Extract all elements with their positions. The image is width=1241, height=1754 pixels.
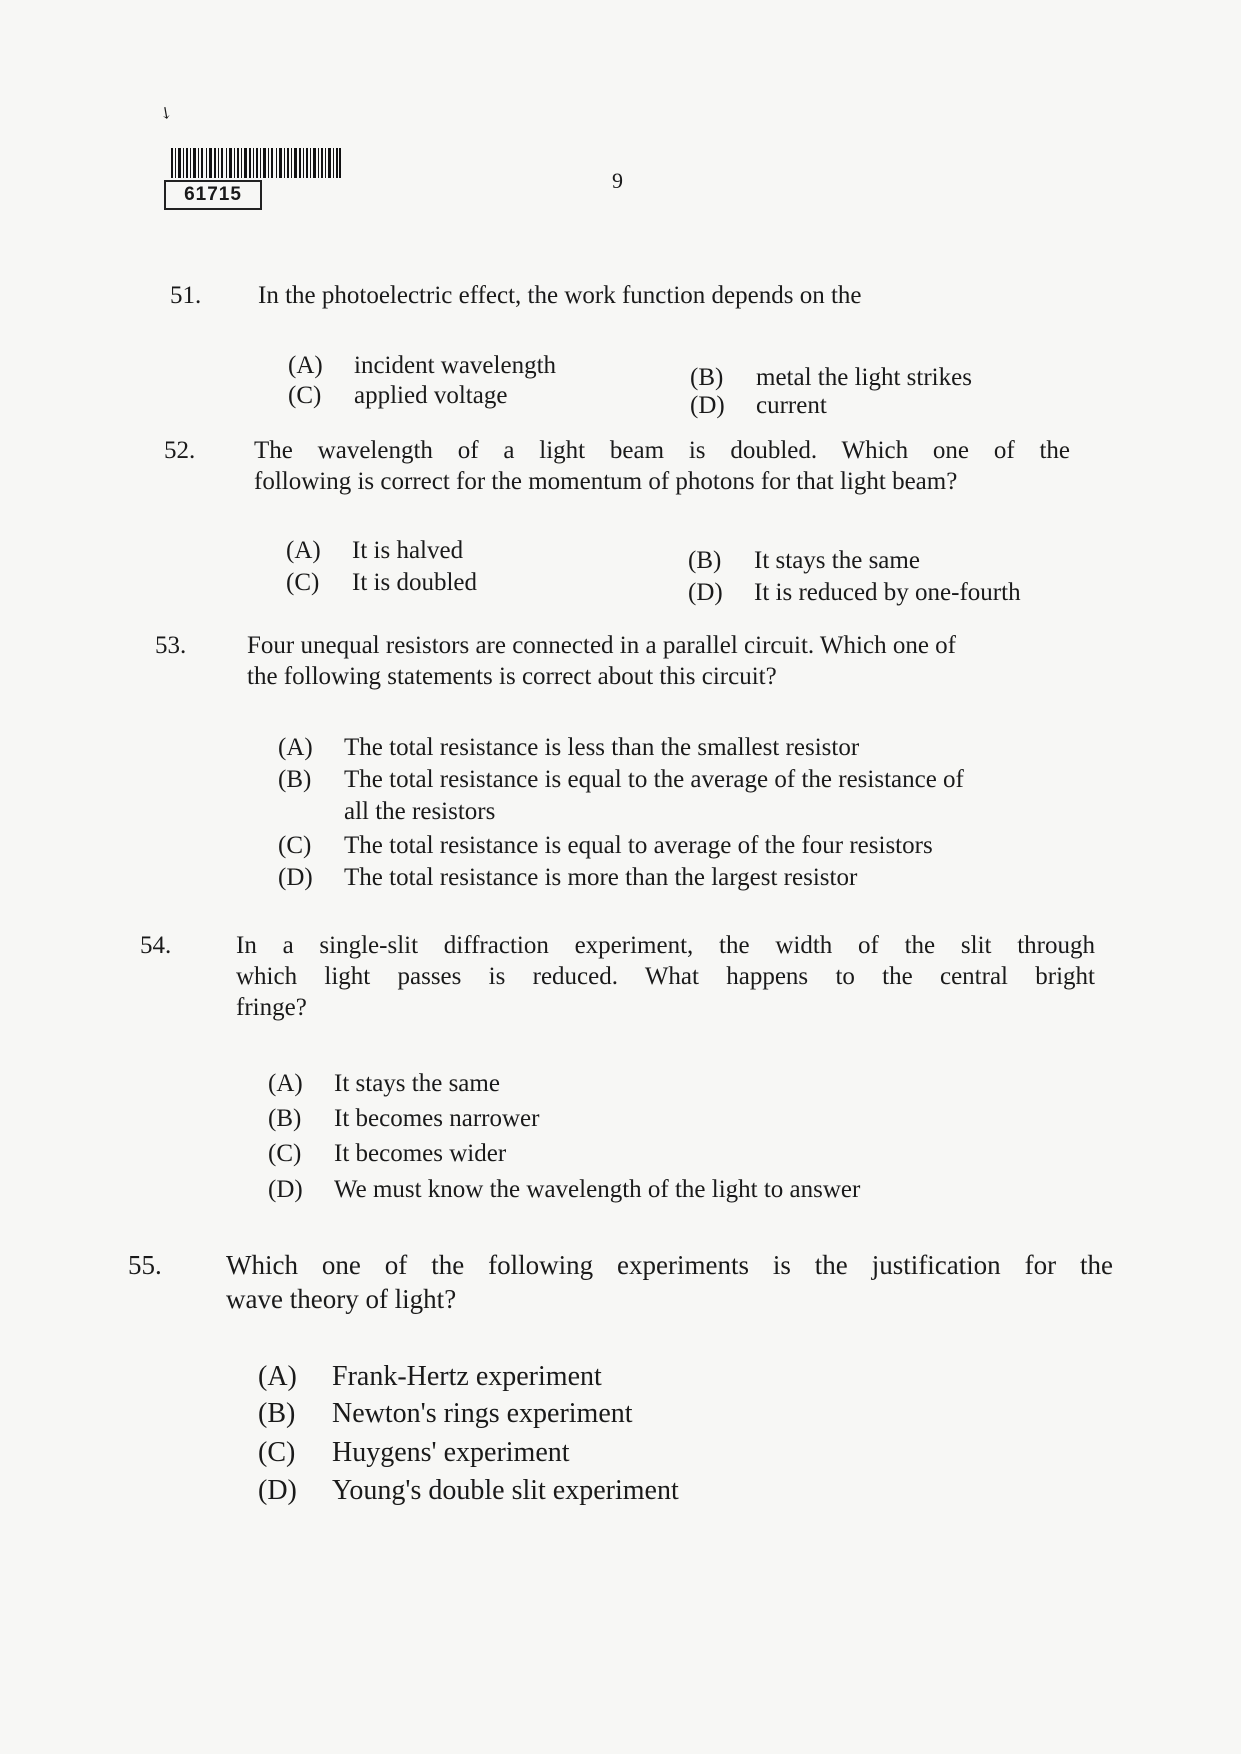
option-c bbox=[268, 1138, 506, 1169]
option-label: (A) bbox=[278, 734, 313, 761]
option-d bbox=[688, 577, 1021, 608]
option-label: (B) bbox=[690, 364, 724, 391]
option-c bbox=[286, 567, 477, 598]
option-a bbox=[268, 1068, 500, 1099]
option-a bbox=[288, 350, 556, 381]
option-label: (C) bbox=[258, 1437, 296, 1468]
option-label: (B) bbox=[268, 1105, 302, 1132]
option-d bbox=[268, 1174, 860, 1205]
option-b bbox=[268, 1103, 539, 1134]
option-d bbox=[278, 862, 857, 893]
question-number: 53. bbox=[155, 632, 187, 659]
question-stem bbox=[254, 435, 1070, 497]
option-label: (D) bbox=[268, 1176, 303, 1203]
question-stem bbox=[226, 1248, 1113, 1316]
stem-line: In a single-slit diffraction experiment, the width of the slit through bbox=[236, 932, 1095, 959]
option-b bbox=[690, 362, 972, 393]
question-number: 55. bbox=[128, 1250, 162, 1280]
option-label: (D) bbox=[278, 864, 313, 891]
question-54 bbox=[140, 930, 1095, 1030]
question-stem: In the photoelectric effect, the work function depends on the bbox=[258, 282, 862, 309]
question-stem bbox=[247, 630, 1075, 692]
option-text: The total resistance is less than the smallest resistor bbox=[344, 734, 860, 761]
stem-line: following is correct for the momentum of photons for that light beam? bbox=[254, 468, 958, 495]
option-text: It stays the same bbox=[334, 1070, 500, 1097]
option-b bbox=[278, 764, 964, 795]
option-label: (A) bbox=[258, 1361, 297, 1392]
option-label: (D) bbox=[688, 579, 723, 606]
option-a bbox=[258, 1360, 602, 1394]
question-number: 54. bbox=[140, 932, 172, 959]
question-stem bbox=[236, 930, 1095, 1023]
option-text: It is reduced by one-fourth bbox=[754, 579, 1021, 606]
stem-line: which light passes is reduced. What happens to the central bright bbox=[236, 963, 1095, 990]
option-text: incident wavelength bbox=[354, 352, 557, 379]
stem-line: Which one of the following experiments is the justification for the bbox=[226, 1250, 1113, 1280]
option-text: current bbox=[756, 392, 827, 419]
option-b bbox=[258, 1397, 633, 1431]
question-55 bbox=[128, 1248, 1113, 1318]
question-number: 51. bbox=[170, 282, 202, 309]
option-text: It is doubled bbox=[352, 569, 477, 596]
option-text: We must know the wavelength of the light to answer bbox=[334, 1176, 861, 1203]
option-text: It becomes narrower bbox=[334, 1105, 540, 1132]
option-text: It becomes wider bbox=[334, 1140, 507, 1167]
stem-line: the following statements is correct about this circuit? bbox=[247, 663, 777, 690]
option-label: (B) bbox=[688, 547, 722, 574]
option-label: (C) bbox=[278, 832, 312, 859]
option-text: The total resistance is more than the largest resistor bbox=[344, 864, 858, 891]
page-number: 9 bbox=[612, 168, 623, 193]
option-text: metal the light strikes bbox=[756, 364, 972, 391]
option-c bbox=[258, 1436, 570, 1470]
option-d bbox=[690, 390, 827, 421]
option-text: Huygens' experiment bbox=[332, 1437, 570, 1468]
option-label: (B) bbox=[278, 766, 312, 793]
option-label: (D) bbox=[258, 1475, 297, 1506]
option-label: (A) bbox=[288, 352, 323, 379]
stem-line: fringe? bbox=[236, 994, 307, 1021]
option-text: It stays the same bbox=[754, 547, 920, 574]
option-text: Newton's rings experiment bbox=[332, 1398, 633, 1429]
option-c bbox=[278, 830, 933, 861]
option-label: (A) bbox=[268, 1070, 303, 1097]
option-label: (A) bbox=[286, 537, 321, 564]
option-label: (D) bbox=[690, 392, 725, 419]
option-text: The total resistance is equal to average of the four resistors bbox=[344, 832, 933, 859]
option-text: Young's double slit experiment bbox=[332, 1475, 679, 1506]
question-53 bbox=[155, 630, 1075, 700]
barcode-image bbox=[171, 148, 341, 178]
option-text: Frank-Hertz experiment bbox=[332, 1361, 602, 1392]
question-number: 52. bbox=[164, 437, 196, 464]
option-b-continued bbox=[344, 796, 495, 827]
option-label: (C) bbox=[286, 569, 320, 596]
option-b bbox=[688, 545, 920, 576]
question-51 bbox=[170, 280, 970, 320]
option-c bbox=[288, 380, 507, 411]
option-text: all the resistors bbox=[344, 798, 496, 825]
stem-line: wave theory of light? bbox=[226, 1284, 457, 1314]
paper-code: 61715 bbox=[164, 180, 262, 210]
option-d bbox=[258, 1474, 679, 1508]
option-label: (C) bbox=[288, 382, 322, 409]
option-a bbox=[286, 535, 463, 566]
question-52 bbox=[164, 435, 1070, 505]
option-text: applied voltage bbox=[354, 382, 508, 409]
option-label: (C) bbox=[268, 1140, 302, 1167]
option-text: The total resistance is equal to the average of the resistance of bbox=[344, 766, 964, 793]
stem-line: The wavelength of a light beam is doubled. Which one of the bbox=[254, 437, 1070, 464]
option-text: It is halved bbox=[352, 537, 464, 564]
stem-line: Four unequal resistors are connected in a parallel circuit. Which one of bbox=[247, 632, 956, 659]
pen-tick-mark: ↘ bbox=[155, 102, 176, 125]
option-a bbox=[278, 732, 859, 763]
option-label: (B) bbox=[258, 1398, 296, 1429]
